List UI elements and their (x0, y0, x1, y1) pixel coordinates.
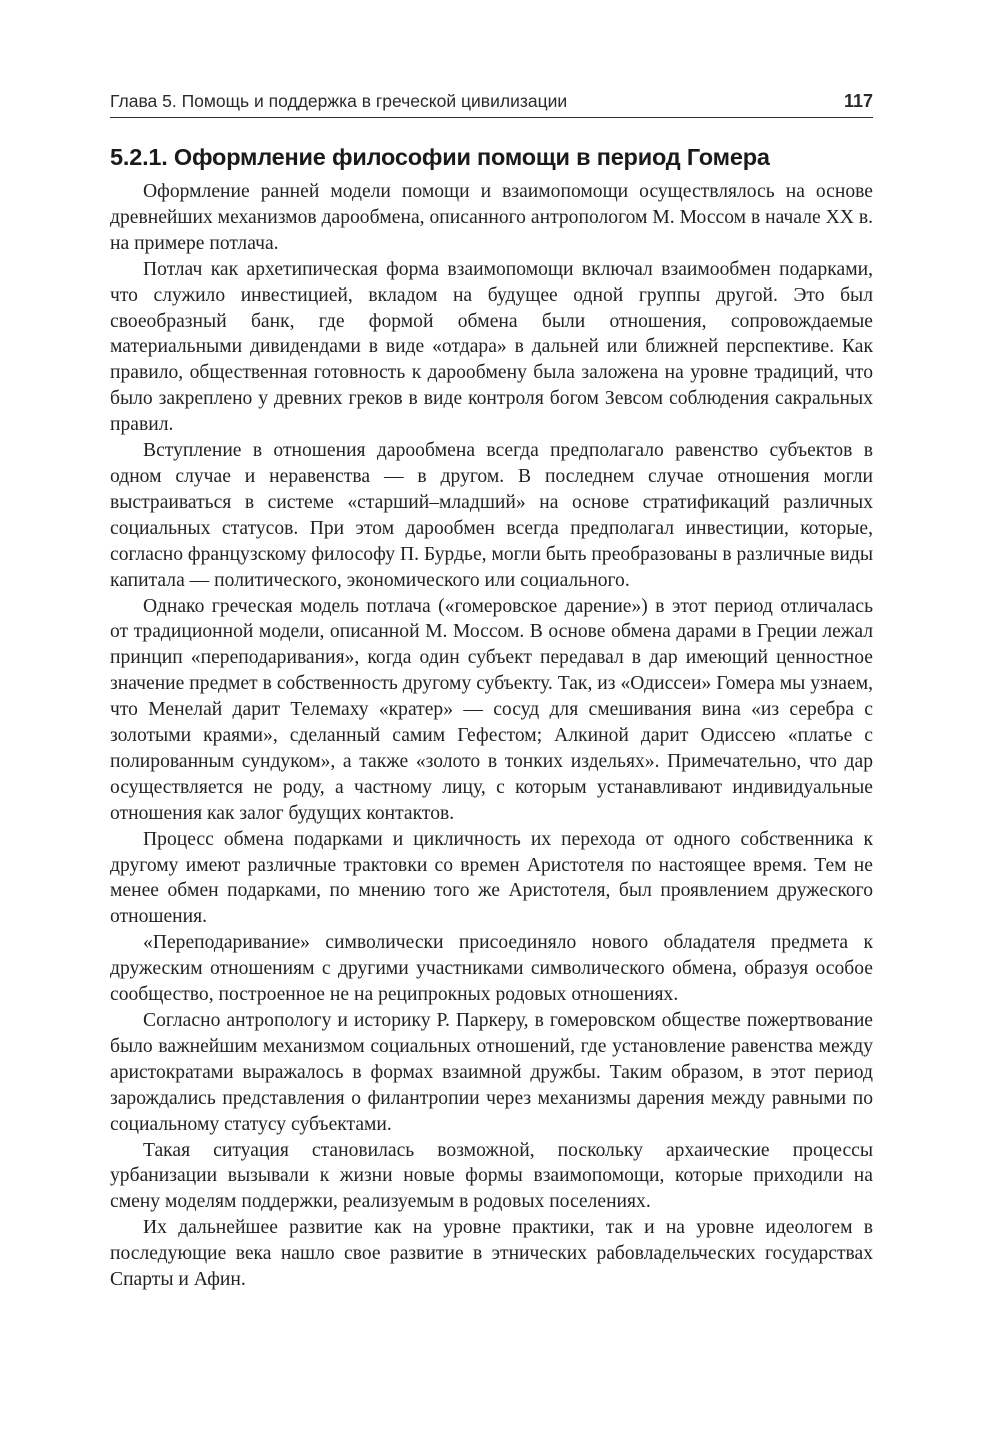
paragraph-9: Их дальнейшее развитие как на уровне практики, так и на уровне идеологем в последующие века нашло свое развитие в этнических рабовладельческих государствах Спарты и Афин. (110, 1217, 873, 1291)
paragraph-3: Вступление в отношения дарообмена всегда предполагало равенство субъектов в одном случае и неравенства — в другом. В последнем случае отношения могли выстраиваться в системе «старший–младший» на основе стратификаций различных социальных статусов. При этом дарообмен всегда предполагал инвестиции, которые, согласно французскому философу П. Бурдье, могли быть преобразованы в различные виды капитала — политического, экономического или социального. (110, 440, 873, 591)
paragraph-6: «Переподаривание» символически присоединяло нового обладателя предмета к дружеским отношениям с другими участниками символического обмена, образуя особое сообщество, построенное не на реципрокных родовых отношениях. (110, 932, 873, 1006)
paragraph-7: Согласно антропологу и историку Р. Паркеру, в гомеровском обществе пожертвование было важнейшим механизмом социальных отношений, где установление равенства между аристократами выражалось в формах взаимной дружбы. Таким образом, в этот период зарождались представления о филантропии через механизмы дарения между равными по социальному статусу субъектами. (110, 1010, 873, 1135)
page-number: 117 (843, 91, 873, 111)
book-page (110, 88, 873, 1293)
body-text (110, 179, 873, 1293)
running-header (110, 88, 873, 118)
paragraph-1: Оформление ранней модели помощи и взаимопомощи осуществлялось на основе древнейших механизмов дарообмена, описанного антропологом М. Моссом в начале XX в. на примере потлача. (110, 181, 873, 254)
paragraph-2: Потлач как архетипическая форма взаимопомощи включал взаимообмен подарками, что служило инвестицией, вкладом на будущее одной группы другой. Это был своеобразный банк, где формой обмена были отношения, сопровождаемые материальными дивидендами в виде «отдара» в дальней или ближней перспективе. Как правило, общественная готовность к дарообмену была заложена на уровне традиций, что было закреплено у древних греков в виде контроля богом Зевсом соблюдения сакральных правил. (110, 258, 873, 436)
paragraph-5: Процесс обмена подарками и цикличность их перехода от одного собственника к другому имеют различные трактовки со времен Аристотеля по настоящее время. Тем не менее обмен подарками, по мнению того же Аристотеля, был проявлением дружеского отношения. (110, 828, 873, 928)
chapter-title: Глава 5. Помощь и поддержка в греческой цивилизации (110, 91, 568, 111)
paragraph-8: Такая ситуация становилась возможной, поскольку архаические процессы урбанизации вызывали к жизни новые формы взаимопомощи, которые приходили на смену моделям поддержки, реализуемым в родовых поселениях. (110, 1139, 873, 1213)
section-title: 5.2.1. Оформление философии помощи в период Гомера (110, 144, 770, 170)
paragraph-4: Однако греческая модель потлача («гомеровское дарение») в этот период отличалась от традиционной модели, описанной М. Моссом. В основе обмена дарами в Греции лежал принцип «переподаривания», когда один субъект передавал в дар имеющий ценностное значение предмет в собственность другому субъекту. Так, из «Одиссеи» Гомера мы узнаем, что Менелай дарит Телемаху «кратер» — сосуд для смешивания вина «из серебра с золотыми краями», сделанный самим Гефестом; Алкиной дарит Одиссею «платье с полированным сундуком», а также «золото в тонких издельях». Примечательно, что дар осуществляется не роду, а частному лицу, с которым устанавливают индивидуальные отношения как залог будущих контактов. (110, 595, 873, 824)
